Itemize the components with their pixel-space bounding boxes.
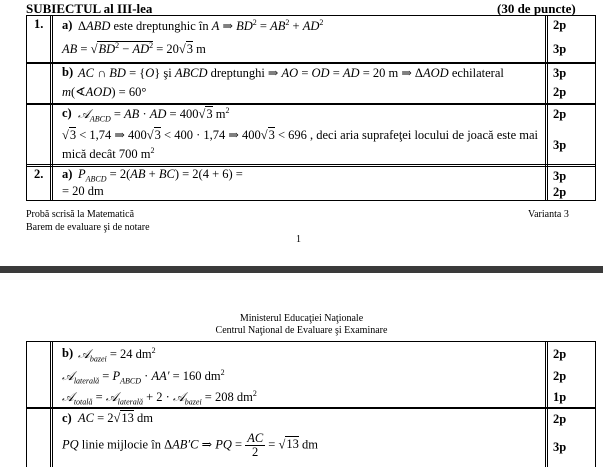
page-separator [0,266,603,273]
solution-line: mică decât 700 $m^2$ [62,146,155,162]
points: 3p [553,440,567,454]
center-name: Centrul Naţional de Evaluare şi Examinare [215,325,388,336]
col-divider-points [545,15,548,201]
points: 3p [553,169,567,183]
points: 2p [553,18,567,32]
points: 3p [553,138,567,152]
solution-line: AC = 2√13 dm [78,411,154,425]
footer-left-line1: Probă scrisă la Matematică [26,209,135,220]
solution-line: √3 < 1,74 ⇒ 400√3 < 400 · 1,74 ⇒ 400√3 < 696 , deci aria suprafeţei locului de joacă este mai [62,128,539,142]
solution-line: AC ∩ BD = {O} şi ABCD dreptunghi ⇒ AO = OD = AD = 20 m ⇒ ΔAOD echilateral [78,66,504,80]
points: 1p [553,390,567,404]
solution-line: $P_{ABCD} = 2(AB + BC) = 2(4 + 6)$ = [78,167,243,184]
row-divider [26,62,596,64]
solution-line: 𝒜$_{laterală}$ = $P_{ABCD} \cdot AA' = 160$ $dm^2$ [62,368,225,386]
points: 2p [553,85,567,99]
exercise-number: 1. [34,17,44,31]
exercise-number: 2. [34,167,44,181]
solution-line: 𝒜$_{bazei}$ = 24 $dm^2$ [78,346,156,364]
ministry-name: Ministerul Educaţiei Naţionale [239,313,364,324]
points: 3p [553,66,567,80]
item-label: b) [62,346,74,360]
section-points: (30 de puncte) [497,1,576,16]
points: 3p [553,42,567,56]
item-label: c) [62,411,72,425]
points: 2p [553,107,567,121]
footer-variant: Varianta 3 [528,209,569,220]
item-label: b) [62,65,74,79]
item-label: a) [62,18,73,32]
points: 2p [553,185,567,199]
item-label: a) [62,167,73,181]
page-number: 1 [296,234,301,245]
solution-line: 𝒜$_{totală}$ = 𝒜$_{laterală}$ + 2 · 𝒜$_{bazei}$ = 208 $dm^2$ [62,389,257,407]
solution-line: m(∢AOD) = 60° [62,85,147,99]
footer-left-line2: Barem de evaluare şi de notare [26,222,150,233]
col-divider-number [50,15,53,201]
item-label: c) [62,106,72,120]
section-title: SUBIECTUL al III-lea [26,1,153,16]
col-divider-number [50,341,53,467]
col-divider-points [545,341,548,467]
points: 2p [553,347,567,361]
points: 2p [553,412,567,426]
solution-line: PQ linie mijlocie în ΔAB′C ⇒ PQ = $\frac{AC}{2}$ = √13 dm [62,431,318,459]
row-divider [26,103,596,105]
solution-line: ΔABD este dreptunghic în A ⇒ $BD^2 = AB^2 + AD^2$ [78,18,324,34]
solution-line: AB = $√BD^2 - AD^2 = 20√3$ m [62,41,206,57]
points: 2p [553,369,567,383]
row-divider [26,407,596,409]
solution-line: 𝒜$_{ABCD}$ = AB · AD = 400√3 $m^2$ [78,106,230,124]
solution-line: = 20 dm [62,184,104,198]
